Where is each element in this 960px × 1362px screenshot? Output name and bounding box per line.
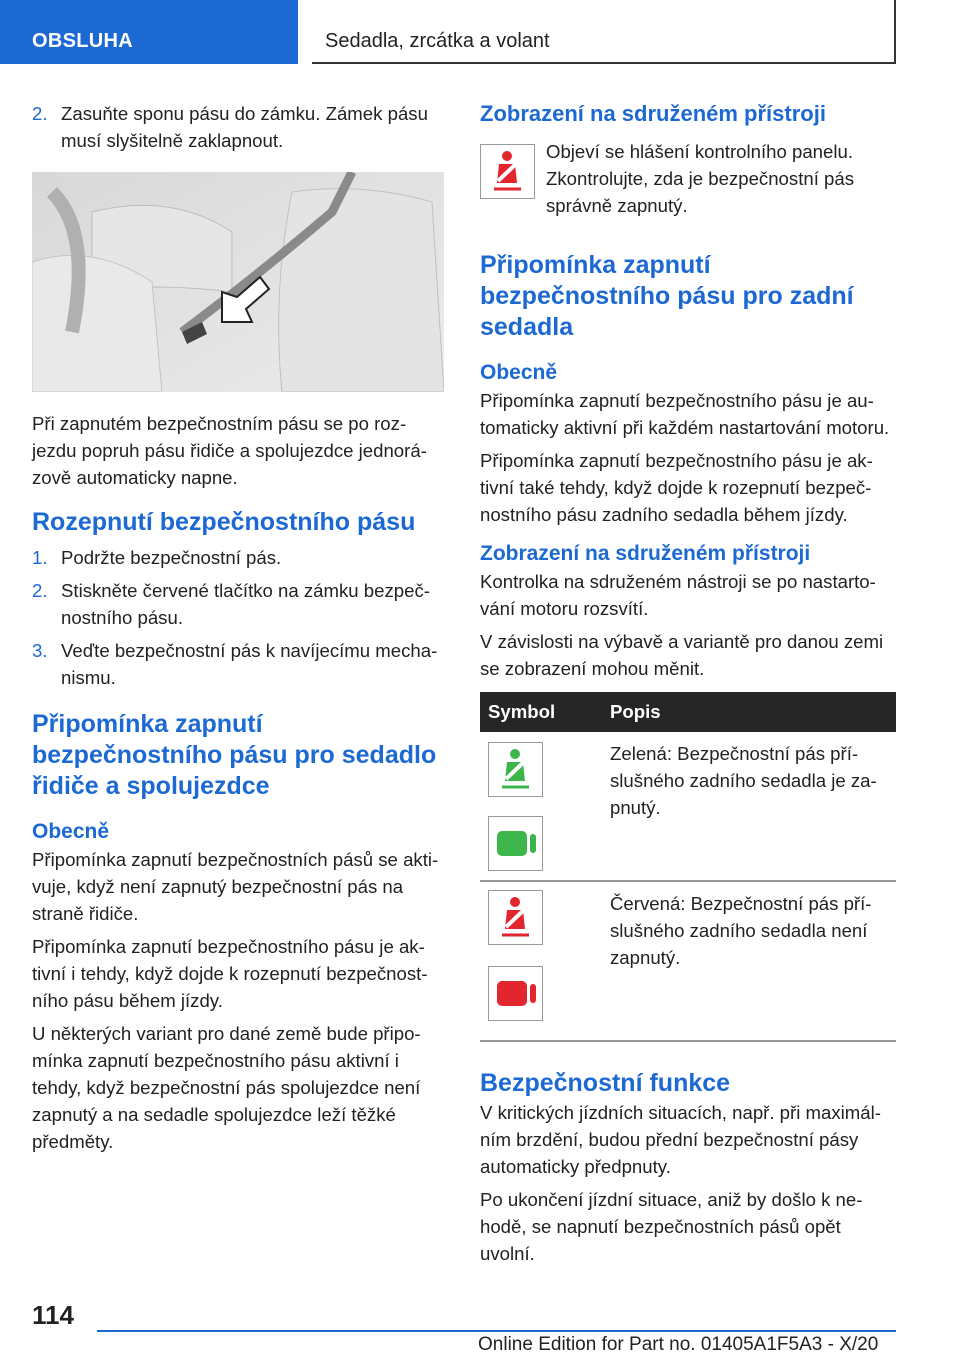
unbuckle-step-3 <box>32 637 444 691</box>
chapter-title: Sedadla, zrcátka a volant <box>325 30 550 52</box>
page-number: 114 <box>32 1300 74 1330</box>
front-reminder-subheading: Obecně <box>32 820 110 843</box>
chapter-header <box>312 0 896 64</box>
green-row-description: Zelená: Bezpečnostní pás pří‐slušného zadního sedadla je za‐pnutý. <box>610 743 877 818</box>
table-row <box>480 882 896 1042</box>
display-message-text: Objeví se hlášení kontrolního panelu. Zkontrolujte, zda je bezpečnostní pás správně zapnutý. <box>546 141 855 216</box>
safety-heading: Bezpečnostní funkce <box>480 1069 731 1097</box>
seatbelt-red-icon <box>488 890 543 945</box>
step-number: 3. <box>32 640 48 661</box>
display-heading-2: Zobrazení na sdruženém přístroji <box>480 542 811 565</box>
step-text: Podržte bezpečnostní pás. <box>61 547 282 568</box>
section-tab <box>0 0 298 64</box>
front-reminder-p3: U některých variant pro dané země bude připo‐mínka zapnutí bezpečnostního pásu aktivní i tehdy, když bezpečnostní pás spolujezdce není zapnutý a na sedadle spolujezdce leží těžké předměty. <box>32 1023 421 1152</box>
col-desc-header: Popis <box>610 701 661 722</box>
display2-p2: V závislosti na výbavě a variantě pro danou zemi se zobrazení mohou měnit. <box>480 631 884 679</box>
step-text: Veďte bezpečnostní pás k navíjecímu mecha‐nismu. <box>61 640 438 688</box>
unbuckle-heading: Rozepnutí bezpečnostního pásu <box>32 508 416 536</box>
symbol-table <box>480 692 896 1042</box>
display2-p1: Kontrolka na sdruženém nástroji se po nastarto‐vání motoru rozsvítí. <box>480 571 876 619</box>
front-reminder-heading: Připomínka zapnutí bezpečnostního pásu pro sedadlo řidiče a spolujezdce <box>32 710 437 800</box>
seatbelt-green-icon <box>488 742 543 797</box>
step-number: 1. <box>32 547 48 568</box>
rear-reminder-p2: Připomínka zapnutí bezpečnostního pásu je ak‐tivní také tehdy, když dojde k rozepnutí bezpeč‐nostního pásu zadního sedadla během jízdy. <box>480 450 873 525</box>
display-heading-1: Zobrazení na sdruženém přístroji <box>480 101 826 126</box>
pretension-note: Při zapnutém bezpečnostním pásu se po roz‐jezdu popruh pásu řidiče a spolujezdce jednorá‐zově automaticky napne. <box>32 413 427 488</box>
step-text: Zasuňte sponu pásu do zámku. Zámek pásu musí slyšitelně zaklapnout. <box>61 103 428 151</box>
unbuckle-step-2 <box>32 577 444 631</box>
unbuckle-step-1 <box>32 544 444 571</box>
section-title: OBSLUHA <box>32 30 133 52</box>
step-number: 2. <box>32 103 48 124</box>
display-message-block <box>480 138 896 230</box>
table-row <box>480 732 896 882</box>
seat-green-icon <box>488 816 543 871</box>
seatbelt-warning-icon <box>480 144 535 199</box>
safety-p2: Po ukončení jízdní situace, aniž by došlo k ne‐hodě, se napnutí bezpečnostních pásů opět uvolní. <box>480 1189 863 1264</box>
safety-p1: V kritických jízdních situacích, např. při maximál‐ním brzdění, budou přední bezpečnostní pásy automaticky předpnuty. <box>480 1102 881 1177</box>
rear-reminder-subheading: Obecně <box>480 361 558 384</box>
footer-divider <box>97 1330 896 1332</box>
rear-reminder-heading: Připomínka zapnutí bezpečnostního pásu pro zadní sedadla <box>480 251 854 341</box>
front-reminder-p2: Připomínka zapnutí bezpečnostního pásu je ak‐tivní i tehdy, když dojde k rozepnutí bezpečnost‐ního pásu během jízdy. <box>32 936 428 1011</box>
right-column <box>480 100 896 1273</box>
col-symbol-header: Symbol <box>488 701 556 722</box>
rear-reminder-p1: Připomínka zapnutí bezpečnostního pásu je au‐tomaticky aktivní při každém nastartování motoru. <box>480 390 890 438</box>
step-text: Stiskněte červené tlačítko na zámku bezpeč‐nostního pásu. <box>61 580 430 628</box>
edition-note: Online Edition for Part no. 01405A1F5A3 - X/20 <box>478 1334 879 1355</box>
front-reminder-p1: Připomínka zapnutí bezpečnostních pásů se akti‐vuje, když není zapnutý bezpečnostní pás na straně řidiče. <box>32 849 439 924</box>
fasten-step-2 <box>32 100 444 154</box>
red-row-description: Červená: Bezpečnostní pás pří‐slušného zadního sedadla není zapnutý. <box>610 893 872 968</box>
seat-red-icon <box>488 966 543 1021</box>
table-header <box>480 692 896 732</box>
step-number: 2. <box>32 580 48 601</box>
left-column <box>32 100 444 1161</box>
seat-belt-buckle-illustration <box>32 172 444 392</box>
